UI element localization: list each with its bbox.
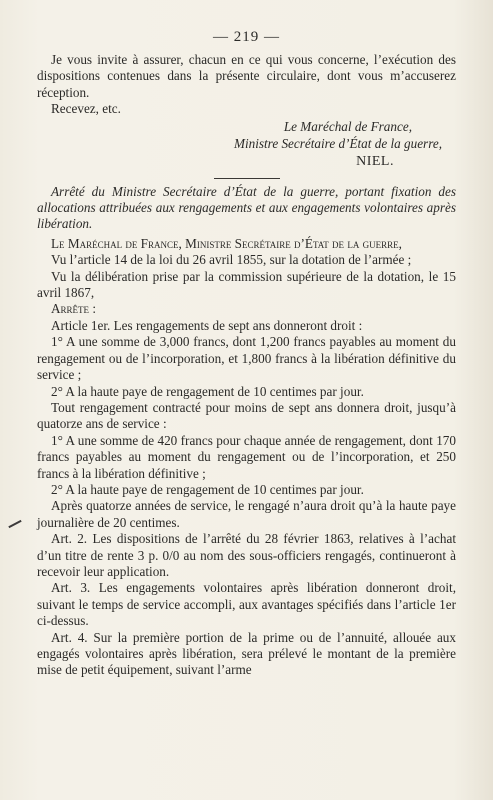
signature-office: Ministre Secrétaire d’État de la guerre, [233, 135, 442, 151]
intro-paragraph: Je vous invite à assurer, chacun en ce qui vous concerne, l’exécution des dispositions contenues dans la présente circulaire, dont vous m’accuserez réception. [37, 52, 456, 100]
signature-name: NIEL. [356, 153, 394, 169]
article-2: Art. 2. Les dispositions de l’arrêté du 28 février 1863, relatives à l’achat d’un titre de rente 3 p. 0/0 au nom des sous-officiers rengagés, continueront à recevoir leur application. [37, 531, 456, 579]
article-4: Art. 4. Sur la première portion de la prime ou de l’annuité, allouée aux engagés volontaires après libération, sera prélevé le montant de la première mise de petit équipement, suivant l’arme [37, 629, 456, 678]
page-content [37, 29, 456, 679]
paragraph-vu-loi: Vu l’article 14 de la loi du 26 avril 1855, sur la dotation de l’armée ; [51, 252, 412, 268]
page-number: — 219 — [213, 29, 280, 45]
closing-line: Recevez, etc. [51, 101, 121, 117]
short-rengagement-item-2: 2° A la haute paye de rengagement de 10 centimes par jour. [51, 481, 364, 497]
article-1-item-2: 2° A la haute paye de rengagement de 10 centimes par jour. [51, 383, 364, 399]
decree-title: Arrêté du Ministre Secrétaire d’État de la guerre, portant fixation des allocations attribuées aux rengagements et aux engagements volontaires après libération. [37, 183, 456, 232]
article-1-item-1: 1° A une somme de 3,000 francs, dont 1,200 francs payables au moment du rengagement ou de l’incorporation, et 1,800 francs à la libération définitive du service ; [37, 334, 456, 383]
paragraph-after-fourteen-years: Après quatorze années de service, le rengagé n’aura droit qu’à la haute paye journalière de 20 centimes. [37, 498, 456, 530]
article-1: Article 1er. Les rengagements de sept ans donneront droit : [51, 317, 363, 333]
paragraph-short-rengagement: Tout rengagement contracté pour moins de sept ans donnera droit, jusqu’à quatorze ans de service : [37, 399, 456, 432]
margin-pencil-mark [8, 520, 21, 528]
decree-heading: Le Maréchal de France, Ministre Secrétaire d’État de la guerre, [51, 235, 402, 251]
section-divider [214, 178, 280, 179]
signature-title: Le Maréchal de France, [283, 118, 412, 134]
article-3: Art. 3. Les engagements volontaires après libération donneront droit, suivant le temps de service accompli, aux avantages spécifiés dans l’article 1er ci-dessus. [37, 580, 456, 629]
paragraph-vu-deliberation: Vu la délibération prise par la commission supérieure de la dotation, le 15 avril 1867, [37, 268, 456, 301]
paragraph-arrete: Arrête : [51, 301, 96, 317]
short-rengagement-item-1: 1° A une somme de 420 francs pour chaque année de rengagement, dont 170 francs payables au moment du rengagement ou de l’incorporation, et 250 francs à la libération définitive ; [37, 432, 456, 481]
